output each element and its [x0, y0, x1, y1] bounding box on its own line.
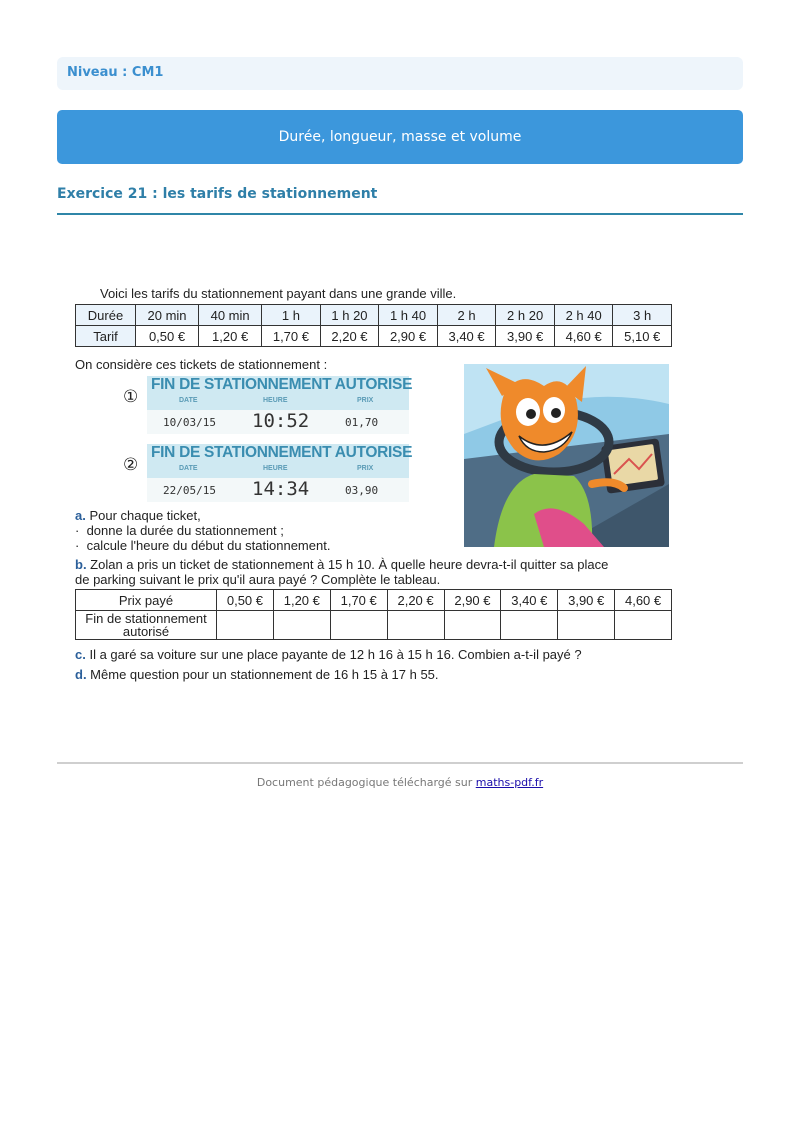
list-item-text: calcule l'heure du début du stationnement. — [86, 538, 331, 553]
question-text: Il a garé sa voiture sur une place payante de 12 h 16 à 15 h 16. Combien a-t-il payé ? — [85, 647, 582, 662]
price-cell: 4,60 € — [554, 326, 613, 347]
row-header-line: Fin de stationnement — [85, 611, 207, 626]
ticket-number: ② — [123, 455, 139, 474]
level-label: Niveau : CM1 — [57, 57, 743, 90]
duration-cell: 1 h 20 — [320, 305, 379, 326]
ticket-date-label: DATE — [179, 465, 198, 472]
price-cell: 3,40 € — [437, 326, 496, 347]
ticket-header: FIN DE STATIONNEMENT AUTORISE — [151, 376, 413, 393]
price-cell: 1,20 € — [199, 326, 262, 347]
answer-cell[interactable] — [387, 611, 444, 640]
question-text: Pour chaque ticket, — [85, 508, 201, 523]
ticket-time-label: HEURE — [263, 397, 288, 404]
ticket-price: 01,70 — [345, 416, 379, 429]
tickets-intro: On considère ces tickets de stationnement : — [75, 357, 328, 372]
ticket-time-label: HEURE — [263, 465, 288, 472]
ticket-time: 10:52 — [252, 410, 310, 432]
ticket-date: 10/03/15 — [163, 416, 216, 429]
ticket-price-label: PRIX — [357, 397, 374, 404]
list-item — [75, 523, 284, 538]
price-cell: 0,50 € — [136, 326, 199, 347]
parking-ticket-1 — [147, 376, 413, 434]
question-label: b. — [75, 557, 87, 572]
price-cell: 2,90 € — [379, 326, 438, 347]
duration-cell: 40 min — [199, 305, 262, 326]
question-label: a. — [75, 508, 86, 523]
ticket-header: FIN DE STATIONNEMENT AUTORISE — [151, 444, 413, 461]
price-cell: 0,50 € — [217, 590, 274, 611]
duration-cell: 20 min — [136, 305, 199, 326]
price-cell: 1,20 € — [273, 590, 330, 611]
chapter-title: Durée, longueur, masse et volume — [278, 129, 522, 145]
ticket-price-label: PRIX — [357, 465, 374, 472]
answer-cell[interactable] — [444, 611, 501, 640]
footer-divider — [57, 762, 743, 764]
price-cell: 2,20 € — [320, 326, 379, 347]
row-header-fin — [76, 611, 217, 640]
list-item — [75, 538, 330, 553]
footer-link[interactable]: maths-pdf.fr — [475, 776, 544, 789]
duration-cell: 3 h — [613, 305, 672, 326]
duration-cell: 2 h 20 — [496, 305, 555, 326]
tarif-table — [75, 304, 672, 347]
price-cell: 5,10 € — [613, 326, 672, 347]
bullet-icon: · — [75, 538, 80, 553]
question-text: Zolan a pris un ticket de stationnement à 15 h 10. À quelle heure devra-t-il quitter sa place — [86, 557, 609, 572]
intro-text: Voici les tarifs du stationnement payant dans une grande ville. — [100, 286, 457, 301]
price-cell: 3,40 € — [501, 590, 558, 611]
row-header-line: autorisé — [122, 624, 170, 639]
question-text: de parking suivant le prix qu'il aura payé ? Complète le tableau. — [75, 572, 441, 587]
price-cell: 2,20 € — [387, 590, 444, 611]
question-c — [75, 647, 582, 662]
chapter-banner — [57, 110, 743, 164]
bullet-icon: · — [75, 523, 80, 538]
duration-cell: 2 h 40 — [554, 305, 613, 326]
ticket-time: 14:34 — [252, 478, 310, 500]
parking-ticket-2 — [147, 444, 413, 502]
answer-cell[interactable] — [558, 611, 615, 640]
ticket-price: 03,90 — [345, 484, 379, 497]
duration-cell: 1 h 40 — [379, 305, 438, 326]
table-row — [76, 305, 672, 326]
question-label: c. — [75, 647, 86, 662]
duration-cell: 1 h — [262, 305, 321, 326]
answer-cell[interactable] — [217, 611, 274, 640]
row-header-prix: Prix payé — [76, 590, 217, 611]
price-cell: 1,70 € — [262, 326, 321, 347]
question-d — [75, 667, 439, 682]
footer-text: Document pédagogique téléchargé sur — [256, 776, 476, 789]
answer-cell[interactable] — [615, 611, 672, 640]
table-row — [76, 326, 672, 347]
answer-cell[interactable] — [273, 611, 330, 640]
question-a — [75, 508, 201, 523]
row-header-duree: Durée — [76, 305, 136, 326]
footer — [0, 776, 800, 789]
list-item-text: donne la durée du stationnement ; — [86, 523, 284, 538]
price-cell: 3,90 € — [558, 590, 615, 611]
table-row — [76, 590, 672, 611]
question-text: Même question pour un stationnement de 16 h 15 à 17 h 55. — [86, 667, 439, 682]
price-cell: 3,90 € — [496, 326, 555, 347]
ticket-date: 22/05/15 — [163, 484, 216, 497]
duration-cell: 2 h — [437, 305, 496, 326]
table-row — [76, 611, 672, 640]
answer-cell[interactable] — [501, 611, 558, 640]
question-label: d. — [75, 667, 87, 682]
fox-driver-icon — [464, 364, 669, 547]
answer-cell[interactable] — [330, 611, 387, 640]
ticket-number: ① — [123, 387, 139, 406]
row-header-tarif: Tarif — [76, 326, 136, 347]
question-b — [75, 557, 608, 587]
price-cell: 1,70 € — [330, 590, 387, 611]
fox-driving-illustration — [464, 364, 669, 547]
ticket-date-label: DATE — [179, 397, 198, 404]
exercise-title: Exercice 21 : les tarifs de stationnement — [57, 186, 743, 215]
price-cell: 4,60 € — [615, 590, 672, 611]
prix-table — [75, 589, 672, 640]
price-cell: 2,90 € — [444, 590, 501, 611]
